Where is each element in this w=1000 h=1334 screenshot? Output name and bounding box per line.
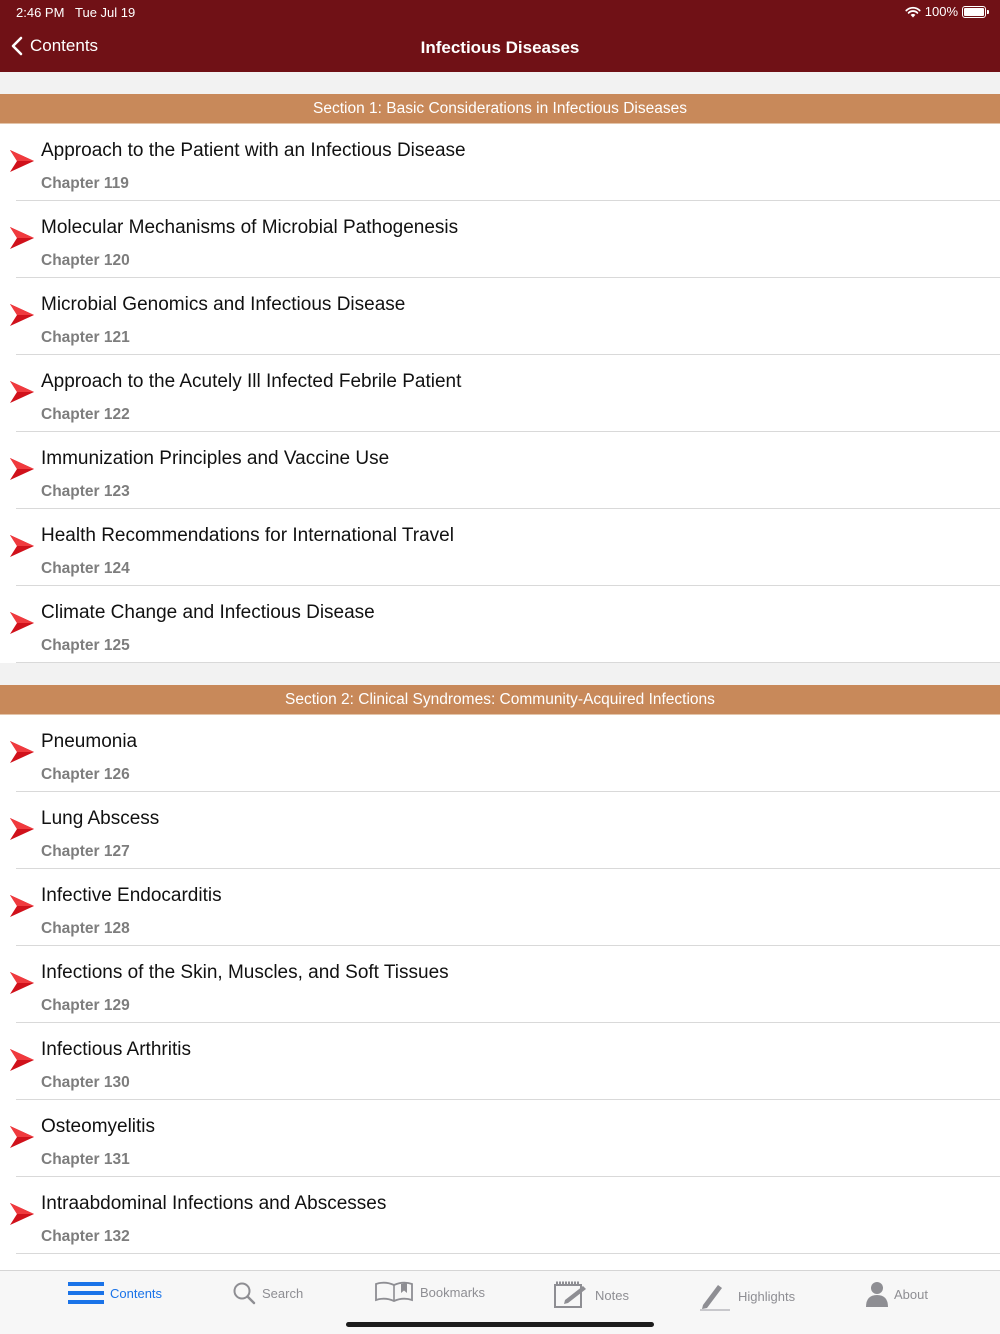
chapter-number: Chapter 119 (41, 175, 129, 192)
chapter-row[interactable] (0, 1177, 1000, 1254)
chapter-number: Chapter 131 (41, 1151, 130, 1168)
chapter-number: Chapter 127 (41, 843, 130, 860)
disclosure-arrow-icon (9, 1048, 35, 1072)
chapter-row[interactable] (0, 715, 1000, 792)
chapter-row[interactable] (0, 869, 1000, 946)
battery-icon (962, 6, 986, 18)
disclosure-arrow-icon (9, 380, 35, 404)
navigation-header (0, 0, 1000, 72)
chapter-title: Approach to the Acutely Ill Infected Febrile Patient (41, 371, 462, 392)
chapter-number: Chapter 128 (41, 920, 130, 937)
chapter-number: Chapter 123 (41, 483, 130, 500)
chapter-title: Osteomyelitis (41, 1116, 156, 1137)
chapter-title: Health Recommendations for International Travel (41, 525, 454, 546)
chapter-number: Chapter 124 (41, 560, 130, 577)
tab-label: Notes (595, 1287, 629, 1303)
disclosure-arrow-icon (9, 457, 35, 481)
chapter-title: Immunization Principles and Vaccine Use (41, 448, 390, 469)
chapter-title: Microbial Genomics and Infectious Disease (41, 294, 406, 315)
disclosure-arrow-icon (9, 1202, 35, 1226)
chapter-number: Chapter 125 (41, 637, 130, 654)
chapter-number: Chapter 132 (41, 1228, 130, 1245)
pen-icon (698, 1281, 732, 1311)
chapter-number: Chapter 120 (41, 252, 130, 269)
disclosure-arrow-icon (9, 303, 35, 327)
tab-label: About (894, 1286, 928, 1302)
chapter-row[interactable] (0, 1023, 1000, 1100)
chapter-row[interactable] (0, 355, 1000, 432)
disclosure-arrow-icon (9, 971, 35, 995)
chapter-row[interactable] (0, 1100, 1000, 1177)
chapter-number: Chapter 122 (41, 406, 130, 423)
book-icon (374, 1281, 414, 1303)
section-header: Section 2: Clinical Syndromes: Community-Acquired Infections (0, 685, 1000, 715)
chapter-row[interactable] (0, 586, 1000, 663)
chapter-title: Infections of the Skin, Muscles, and Soft Tissues (41, 962, 449, 983)
tab-notes[interactable] (553, 1281, 629, 1309)
chapter-row[interactable] (0, 946, 1000, 1023)
battery-fill (964, 8, 984, 16)
disclosure-arrow-icon (9, 817, 35, 841)
disclosure-arrow-icon (9, 226, 35, 250)
tab-contents[interactable] (68, 1281, 162, 1305)
chapter-title: Approach to the Patient with an Infectious Disease (41, 140, 466, 161)
disclosure-arrow-icon (9, 611, 35, 635)
chapter-title: Infectious Arthritis (41, 1039, 191, 1060)
chapter-title: Intraabdominal Infections and Abscesses (41, 1193, 387, 1214)
chapter-row[interactable] (0, 432, 1000, 509)
disclosure-arrow-icon (9, 740, 35, 764)
wifi-icon (905, 6, 921, 18)
tab-search[interactable] (232, 1281, 303, 1305)
chapter-number: Chapter 129 (41, 997, 130, 1014)
chapter-row[interactable] (0, 124, 1000, 201)
disclosure-arrow-icon (9, 894, 35, 918)
disclosure-arrow-icon (9, 1125, 35, 1149)
chapter-row[interactable] (0, 201, 1000, 278)
chapter-number: Chapter 130 (41, 1074, 130, 1091)
tab-label: Search (262, 1285, 304, 1301)
back-button-label: Contents (30, 36, 99, 55)
battery-percent: 100% (924, 4, 958, 19)
disclosure-arrow-icon (9, 534, 35, 558)
disclosure-arrow-icon (9, 149, 35, 173)
chapter-row[interactable] (0, 509, 1000, 586)
chapter-title: Climate Change and Infectious Disease (41, 602, 375, 623)
chapter-number: Chapter 126 (41, 766, 130, 783)
chapter-title: Infective Endocarditis (41, 885, 222, 906)
tab-label: Highlights (738, 1288, 796, 1304)
chapter-title: Pneumonia (41, 731, 138, 752)
status-date-text: Tue Jul 19 (75, 5, 136, 20)
search-icon (232, 1281, 256, 1305)
section-spacer (0, 663, 1000, 685)
list-icon (68, 1281, 104, 1305)
chapter-title: Lung Abscess (41, 808, 160, 829)
chapter-number: Chapter 121 (41, 329, 130, 346)
tab-label: Bookmarks (420, 1284, 486, 1300)
status-indicators (905, 4, 986, 19)
section-header: Section 1: Basic Considerations in Infectious Diseases (0, 94, 1000, 124)
status-time (16, 5, 135, 20)
chapter-title: Molecular Mechanisms of Microbial Pathogenesis (41, 217, 459, 238)
tab-bookmarks[interactable] (374, 1281, 485, 1303)
notepad-icon (553, 1281, 589, 1309)
tab-highlights[interactable] (698, 1281, 795, 1311)
home-indicator (346, 1322, 654, 1327)
tab-label: Contents (110, 1285, 163, 1301)
chapter-row[interactable] (0, 278, 1000, 355)
chapter-row[interactable] (0, 792, 1000, 869)
section-spacer (0, 72, 1000, 94)
page-title: Infectious Diseases (420, 38, 580, 57)
tab-about[interactable] (866, 1281, 928, 1307)
chapter-list[interactable] (0, 72, 1000, 1270)
status-time-text: 2:46 PM (16, 5, 65, 20)
person-icon (866, 1281, 888, 1307)
